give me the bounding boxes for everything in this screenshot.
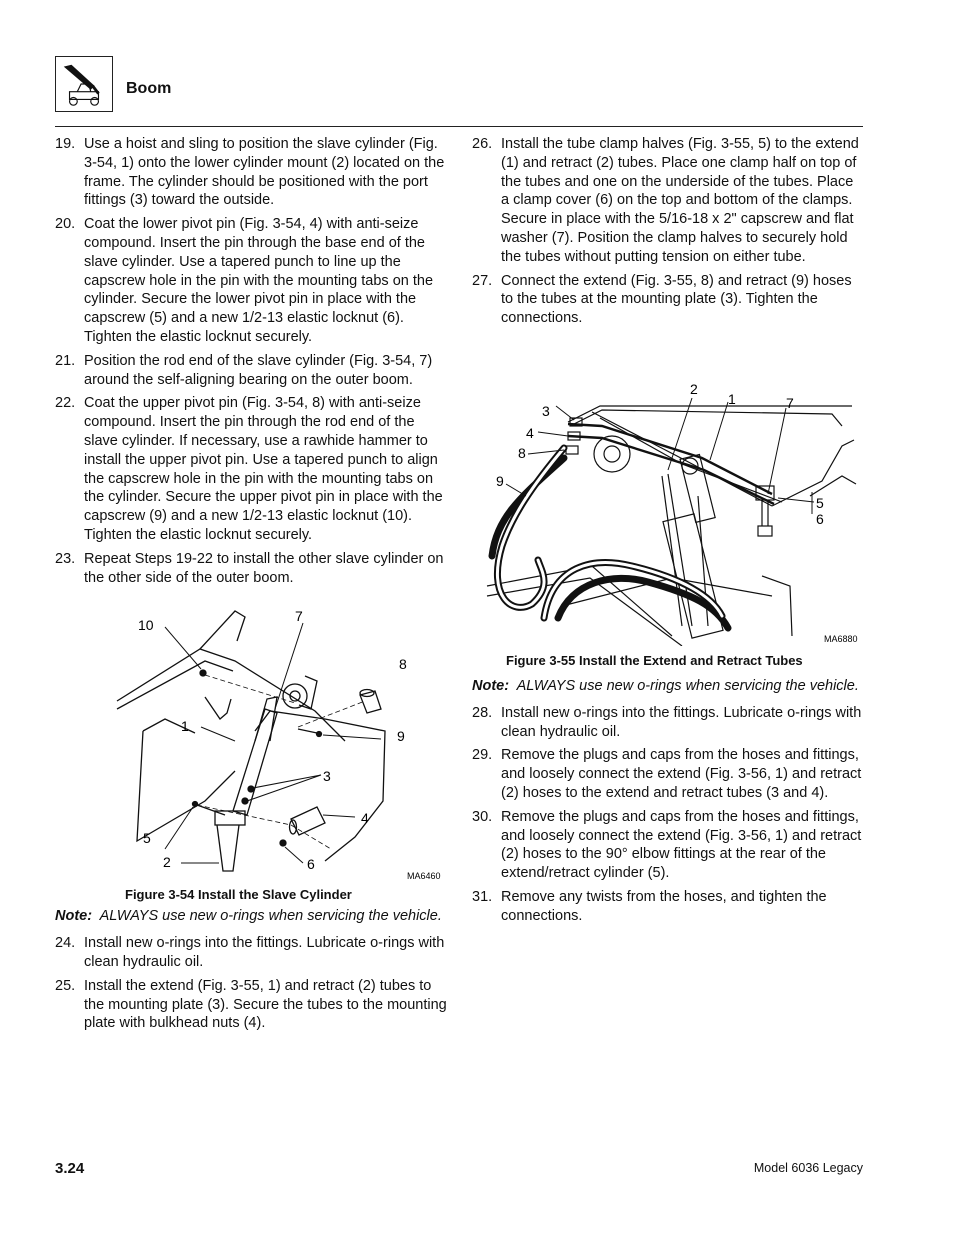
step-text: Coat the upper pivot pin (Fig. 3-54, 8) with anti-seize compound. Insert the pin through the rod end of the slave cylinder. If necessary, use a rawhide hammer to install the upper pivot pin. Use a tapered punch to align the capscrew hole in the pin with the mounting tabs on the cylinder. Secure the upper pivot pin in place with the capscrew (9) and a new 1/2-13 elastic locknut (10). Tighten the elastic locknut securely. bbox=[84, 395, 443, 543]
fig54-callout: 1 bbox=[181, 718, 189, 735]
fig55-callout: 8 bbox=[518, 444, 526, 461]
step-number: 19. bbox=[55, 136, 76, 152]
header-divider bbox=[55, 126, 863, 127]
boom-machine-icon bbox=[55, 56, 113, 112]
step-text: Repeat Steps 19-22 to install the other slave cylinder on the other side of the outer boom. bbox=[84, 550, 444, 586]
fig55-callout: 1 bbox=[728, 390, 736, 407]
extend-retract-tubes-illustration bbox=[472, 346, 864, 646]
step-text: Remove any twists from the hoses, and tighten the connections. bbox=[501, 888, 827, 924]
fig55-callout: 6 bbox=[816, 510, 824, 527]
step-text: Remove the plugs and caps from the hoses and fittings, and loosely connect the extend (Fig. 3-56, 1) and retract (2) hoses to the 90° elbow fittings at the rear of the extend/retract cylinder (5). bbox=[501, 808, 862, 882]
fig54-callout: 7 bbox=[295, 608, 303, 625]
step-number: 27. bbox=[472, 272, 493, 289]
step-number: 31. bbox=[472, 888, 493, 905]
step-text: Coat the lower pivot pin (Fig. 3-54, 4) with anti-seize compound. Insert the pin through the base end of the slave cylinder. Use a tapered punch to line up the capscrew hole in the pin with the mounting tabs on the cylinder. Secure the lower pivot pin in place with the capscrew (5) and a new 1/2-13 elastic locknut (6). Tighten the elastic locknut securely. bbox=[84, 216, 434, 345]
fig54-callout: 5 bbox=[143, 830, 151, 847]
figure-3-54 bbox=[55, 601, 447, 901]
left-column bbox=[55, 135, 447, 1038]
procedure-step bbox=[55, 215, 447, 347]
fig54-callout: 4 bbox=[361, 810, 369, 827]
fig55-callout: 4 bbox=[526, 424, 534, 441]
step-number: 21. bbox=[55, 352, 76, 369]
procedure-step bbox=[55, 977, 447, 1033]
fig54-callout: 10 bbox=[138, 617, 154, 634]
fig54-callout: 2 bbox=[163, 854, 171, 871]
fig54-callout: 8 bbox=[399, 656, 407, 673]
note-label: Note: bbox=[55, 908, 93, 925]
step-number: 26. bbox=[472, 136, 493, 152]
fig54-callout: 9 bbox=[397, 728, 405, 745]
figure-3-55-caption: Figure 3-55 Install the Extend and Retract Tubes bbox=[506, 652, 803, 668]
step-number: 24. bbox=[55, 935, 76, 952]
procedure-step bbox=[472, 746, 864, 802]
right-step-list bbox=[472, 135, 864, 328]
note-left bbox=[55, 907, 447, 926]
step-text: Install new o-rings into the fittings. Lubricate o-rings with clean hydraulic oil. bbox=[84, 935, 445, 970]
step-number: 23. bbox=[55, 550, 76, 567]
figure-3-54-caption: Figure 3-54 Install the Slave Cylinder bbox=[125, 887, 352, 903]
step-text: Position the rod end of the slave cylinder (Fig. 3-54, 7) around the self-aligning bearing on the outer boom. bbox=[84, 352, 433, 388]
fig55-callout: 2 bbox=[690, 380, 698, 397]
right-step-list-2 bbox=[472, 704, 864, 926]
procedure-step bbox=[55, 550, 447, 588]
left-step-list bbox=[55, 135, 447, 587]
fig55-callout: 3 bbox=[542, 402, 550, 419]
step-text: Remove the plugs and caps from the hoses and fittings, and loosely connect the extend (Fig. 3-56, 1) and retract (2) hoses to the extend and retract tubes (3 and 4). bbox=[501, 747, 862, 801]
figure-3-55 bbox=[472, 346, 864, 671]
procedure-step bbox=[55, 934, 447, 972]
fig55-callout: 7 bbox=[786, 394, 794, 411]
fig54-callout: 3 bbox=[323, 768, 331, 785]
fig55-code: MA6880 bbox=[824, 633, 858, 644]
step-text: Use a hoist and sling to position the slave cylinder (Fig. 3-54, 1) onto the lower cylinder mount (2) located on the frame. The cylinder should be positioned with the port fittings (3) toward the outside. bbox=[84, 136, 445, 209]
note-label: Note: bbox=[472, 677, 510, 694]
step-number: 25. bbox=[55, 977, 76, 994]
step-number: 28. bbox=[472, 704, 493, 721]
left-step-list-2 bbox=[55, 934, 447, 1033]
note-text: ALWAYS use new o-rings when servicing the vehicle. bbox=[516, 677, 859, 694]
note-text: ALWAYS use new o-rings when servicing the vehicle. bbox=[99, 908, 442, 925]
procedure-step bbox=[472, 135, 864, 267]
procedure-step bbox=[55, 352, 447, 390]
procedure-step bbox=[472, 888, 864, 926]
fig55-callout: 9 bbox=[496, 472, 504, 489]
note-right bbox=[472, 677, 864, 696]
section-title: Boom bbox=[126, 80, 172, 97]
step-number: 20. bbox=[55, 216, 76, 233]
step-text: Install the extend (Fig. 3-55, 1) and retract (2) tubes to the mounting plate (3). Secure the tubes to the mounting plate with bulkhead nuts (4). bbox=[84, 977, 447, 1032]
step-text: Install the tube clamp halves (Fig. 3-55, 5) to the extend (1) and retract (2) tubes. Place one clamp half on top of the tubes and one on the underside of the tubes. Place a clamp cover (6) on the top and bottom of the clamps. Secure in place with the 5/16-18 x 2" capscrew and flat washer (7). Position the clamp halves to securely hold the tubes without putting tension on either tube. bbox=[501, 136, 859, 265]
step-number: 29. bbox=[472, 747, 493, 764]
step-text: Connect the extend (Fig. 3-55, 8) and retract (9) hoses to the tubes at the mounting plate (3). Tighten the connections. bbox=[501, 272, 852, 327]
slave-cylinder-illustration bbox=[55, 601, 447, 886]
step-text: Install new o-rings into the fittings. Lubricate o-rings with clean hydraulic oil. bbox=[501, 704, 862, 740]
fig54-callout: 6 bbox=[307, 856, 315, 873]
right-column bbox=[472, 135, 864, 931]
procedure-step bbox=[55, 394, 447, 544]
model-label: Model 6036 Legacy bbox=[753, 1161, 863, 1175]
fig55-callout: 5 bbox=[816, 494, 824, 511]
procedure-step bbox=[472, 704, 864, 742]
procedure-step bbox=[55, 135, 447, 210]
step-number: 30. bbox=[472, 808, 493, 825]
fig54-code: MA6460 bbox=[407, 871, 441, 882]
step-number: 22. bbox=[55, 395, 76, 412]
procedure-step bbox=[472, 272, 864, 328]
procedure-step bbox=[472, 808, 864, 883]
page-number: 3.24 bbox=[55, 1160, 85, 1177]
